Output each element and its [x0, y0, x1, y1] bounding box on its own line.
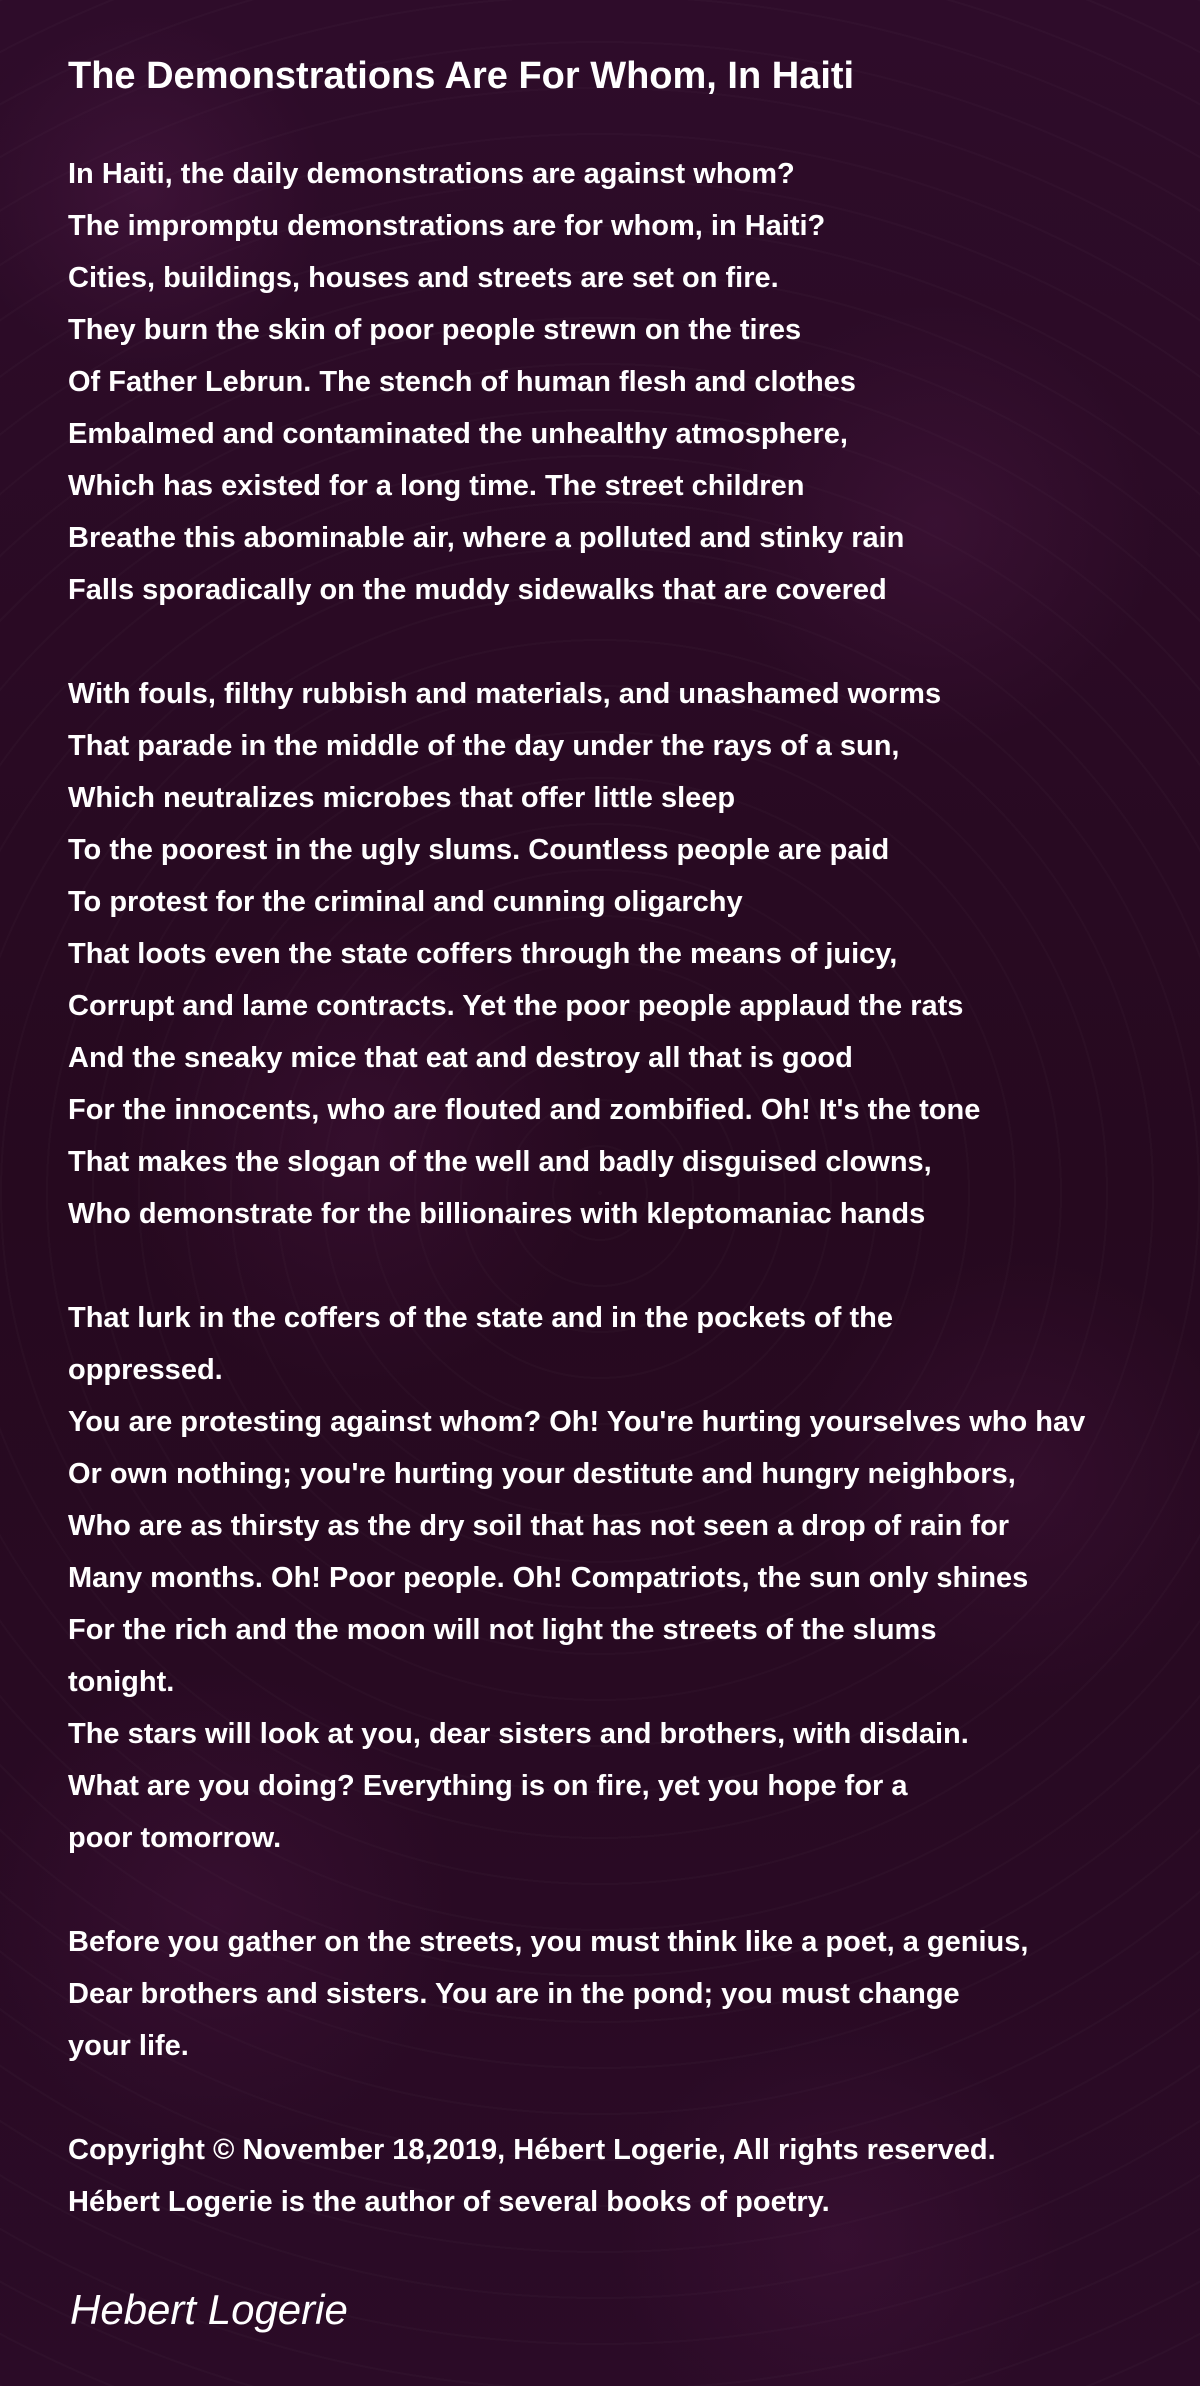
poem-line: Of Father Lebrun. The stench of human flesh and clothes [68, 366, 856, 398]
poem-body [68, 148, 1200, 2124]
poem-title: The Demonstrations Are For Whom, In Haiti [68, 55, 855, 97]
poem-line: tonight. [68, 1666, 175, 1698]
poem-line: Which neutralizes microbes that offer little sleep [68, 782, 736, 814]
stanza [68, 148, 1200, 616]
author-signature: Hebert Logerie [70, 2286, 348, 2333]
poem-line: In Haiti, the daily demonstrations are against whom? [68, 158, 795, 190]
poem-line: Dear brothers and sisters. You are in the pond; you must change [68, 1978, 960, 2010]
stanza [68, 668, 1200, 1240]
poem-line: Falls sporadically on the muddy sidewalks that are covered [68, 574, 887, 606]
poem-line: Many months. Oh! Poor people. Oh! Compatriots, the sun only shines [68, 1562, 1029, 1594]
stanza [68, 1916, 1200, 2072]
poem-line: With fouls, filthy rubbish and materials, and unashamed worms [68, 678, 942, 710]
poem-line: What are you doing? Everything is on fire, yet you hope for a [68, 1770, 908, 1802]
copyright-block [68, 2124, 996, 2228]
poem-line: That loots even the state coffers through the means of juicy, [68, 938, 898, 970]
poem-line: For the rich and the moon will not light the streets of the slums [68, 1614, 937, 1646]
poem-line: Before you gather on the streets, you must think like a poet, a genius, [68, 1926, 1029, 1958]
poem-line: That lurk in the coffers of the state and in the pockets of the [68, 1302, 893, 1334]
stanza [68, 1292, 1200, 1864]
poem-line: That makes the slogan of the well and badly disguised clowns, [68, 1146, 932, 1178]
poem-line: To the poorest in the ugly slums. Countless people are paid [68, 834, 890, 866]
poem-line: Breathe this abominable air, where a polluted and stinky rain [68, 522, 905, 554]
poem-line: Who are as thirsty as the dry soil that has not seen a drop of rain for [68, 1510, 1010, 1542]
poem-line: And the sneaky mice that eat and destroy all that is good [68, 1042, 853, 1074]
poem-line: The impromptu demonstrations are for whom, in Haiti? [68, 210, 826, 242]
copyright-line: Copyright © November 18,2019, Hébert Logerie, All rights reserved. [68, 2134, 996, 2166]
poem-line: That parade in the middle of the day under the rays of a sun, [68, 730, 900, 762]
poem-line: Corrupt and lame contracts. Yet the poor people applaud the rats [68, 990, 964, 1022]
poem-line: You are protesting against whom? Oh! You're hurting yourselves who hav [68, 1406, 1086, 1438]
poem-line: your life. [68, 2030, 189, 2062]
poem-line: They burn the skin of poor people strewn on the tires [68, 314, 802, 346]
poem-line: Who demonstrate for the billionaires with kleptomaniac hands [68, 1198, 926, 1230]
poem-line: Cities, buildings, houses and streets are set on fire. [68, 262, 779, 294]
poem-line: The stars will look at you, dear sisters and brothers, with disdain. [68, 1718, 969, 1750]
poem-line: poor tomorrow. [68, 1822, 282, 1854]
poem-line: oppressed. [68, 1354, 223, 1386]
poem-line: Which has existed for a long time. The street children [68, 470, 805, 502]
poem-line: Embalmed and contaminated the unhealthy atmosphere, [68, 418, 848, 450]
poem-line: To protest for the criminal and cunning oligarchy [68, 886, 743, 918]
poem-line: Or own nothing; you're hurting your destitute and hungry neighbors, [68, 1458, 1016, 1490]
author-note-line: Hébert Logerie is the author of several books of poetry. [68, 2186, 830, 2218]
poem-line: For the innocents, who are flouted and zombified. Oh! It's the tone [68, 1094, 981, 1126]
